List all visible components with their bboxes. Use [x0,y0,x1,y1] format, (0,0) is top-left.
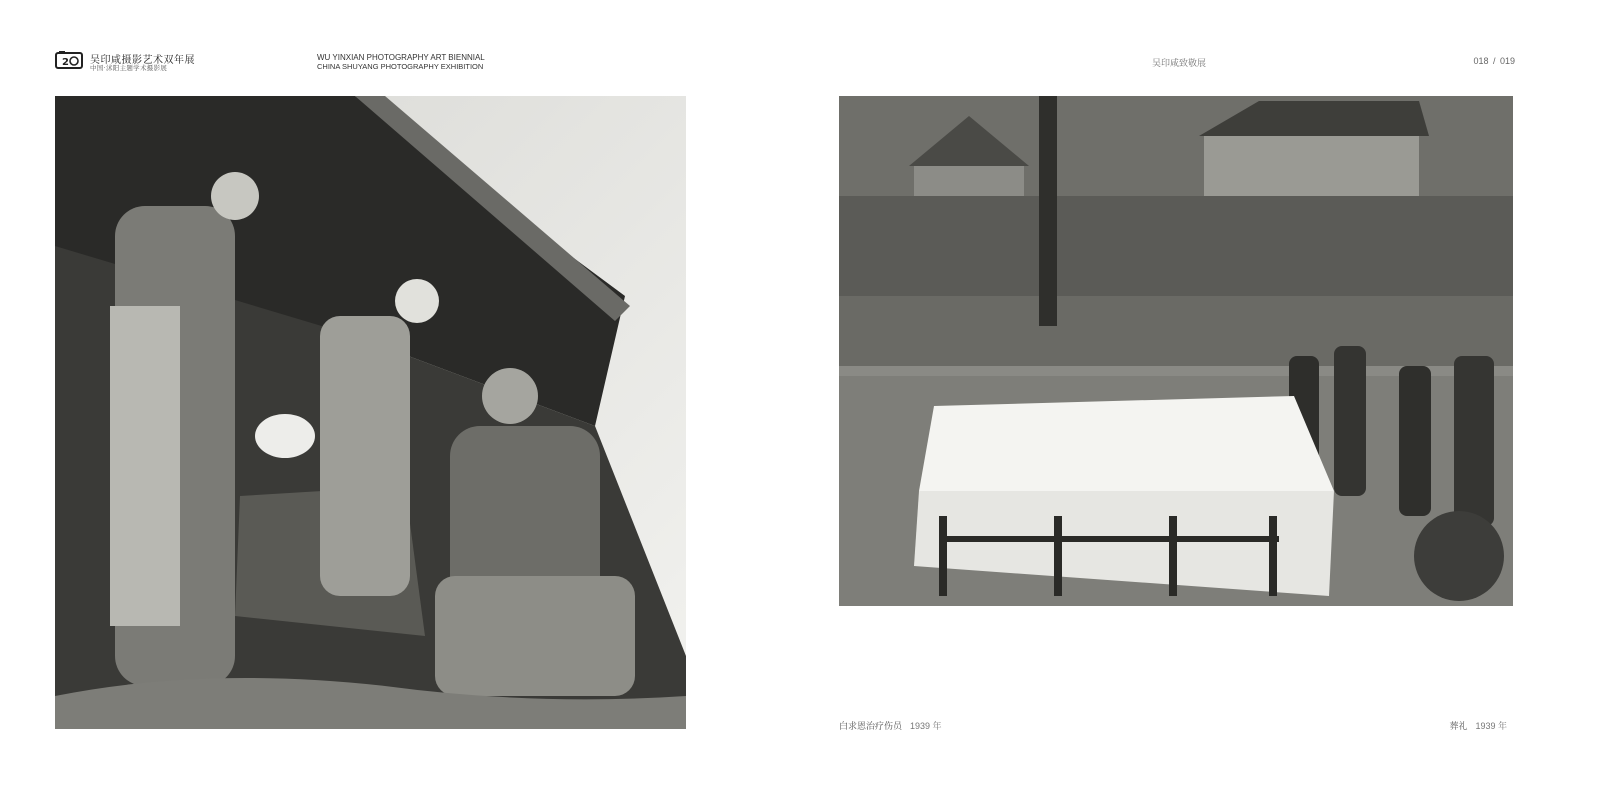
page-numbers: 018 / 019 [1473,56,1515,66]
photo-funeral [839,96,1513,606]
section-title: 吴印咸致敬展 [1152,59,1207,69]
svg-text:2: 2 [62,57,69,68]
exhibition-title-line1: WU YINXIAN PHOTOGRAPHY ART BIENNIAL [317,53,485,62]
photo-surgery [55,96,686,729]
caption-year: 1939 年 [910,721,942,731]
logo-subtitle: 中国·沭阳主题学术摄影展 [90,64,168,72]
caption-surgery [839,719,942,732]
caption-funeral [1449,719,1507,732]
exhibition-title-line2: CHINA SHUYANG PHOTOGRAPHY EXHIBITION [317,62,484,71]
caption-title: 白求恩治疗伤员 [839,722,903,732]
exhibition-logo [55,50,195,72]
caption-year: 1939 年 [1475,721,1507,731]
camera-logo-icon [55,50,84,70]
exhibition-english-title [317,53,485,71]
caption-title: 葬礼 [1449,722,1468,732]
logo-title: 吴印咸摄影艺术双年展 [90,55,195,66]
